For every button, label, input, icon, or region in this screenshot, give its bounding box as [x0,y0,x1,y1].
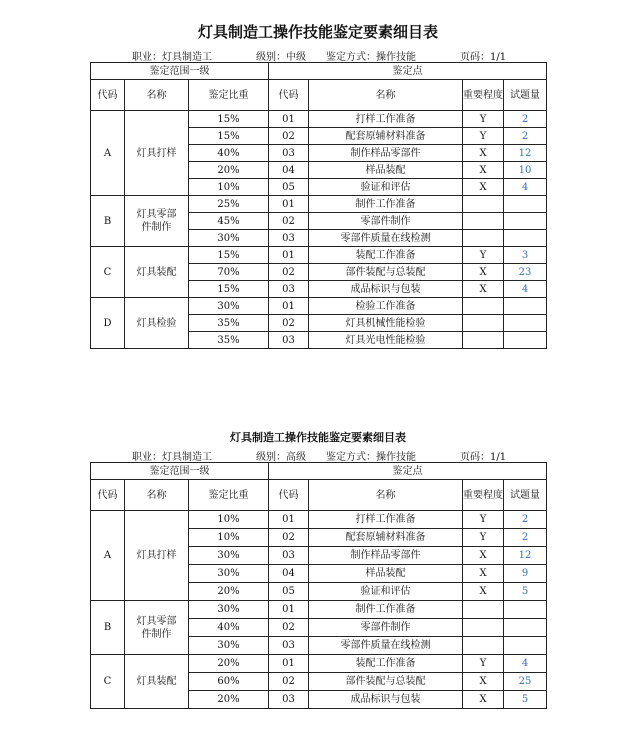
scope-code-cell: A [91,111,125,196]
point-code-cell: 02 [269,619,309,637]
point-code-cell: 03 [269,332,309,349]
count-cell [504,601,547,619]
header-row-group [91,63,547,80]
importance-cell [463,637,504,655]
point-name-cell: 配套原辅材料准备 [309,128,463,145]
document-title: 灯具制造工操作技能鉴定要素细目表 [197,23,438,41]
point-name-cell: 制作样品零部件 [309,547,463,565]
point-code-cell: 05 [269,583,309,601]
point-name-cell: 打样工作准备 [309,511,463,529]
point-code-cell: 01 [269,247,309,264]
document-meta [90,48,546,62]
scope-name-cell: 灯具打样 [125,511,189,601]
importance-cell: X [463,281,504,298]
count-cell: 9 [504,565,547,583]
count-cell: 2 [504,511,547,529]
point-code-header: 代码 [269,80,309,111]
importance-cell: X [463,179,504,196]
table-row [91,298,547,315]
importance-cell [463,230,504,247]
importance-cell [463,601,504,619]
point-name-cell: 验证和评估 [309,179,463,196]
ratio-cell: 70% [189,264,269,281]
count-cell: 2 [504,529,547,547]
elements-table [90,62,547,349]
method-label: 鉴定方式：操作技能 [326,52,416,63]
importance-cell [463,332,504,349]
page-number-label: 页码：1/1 [460,52,507,63]
ratio-cell: 35% [189,315,269,332]
ratio-header: 鉴定比重 [189,480,269,511]
scope-name-cell: 灯具零部件制作 [125,196,189,247]
document-title: 灯具制造工操作技能鉴定要素细目表 [230,431,406,444]
importance-cell: Y [463,128,504,145]
point-name-cell: 检验工作准备 [309,298,463,315]
header-row-columns [91,480,547,511]
ratio-cell: 40% [189,619,269,637]
point-code-cell: 01 [269,298,309,315]
point-name-cell: 灯具机械性能检验 [309,315,463,332]
document-meta [90,448,546,462]
point-name-cell: 装配工作准备 [309,247,463,264]
importance-cell: Y [463,511,504,529]
importance-header: 重要程度 [463,80,504,111]
document-advanced [90,431,546,709]
ratio-cell: 30% [189,637,269,655]
count-cell [504,619,547,637]
count-cell: 2 [504,128,547,145]
importance-cell: X [463,583,504,601]
count-cell: 12 [504,547,547,565]
importance-cell [463,315,504,332]
ratio-cell: 10% [189,511,269,529]
ratio-cell: 45% [189,213,269,230]
count-cell: 3 [504,247,547,264]
occupation-label: 职业：灯具制造工 [132,52,212,63]
point-name-cell: 样品装配 [309,565,463,583]
count-cell [504,213,547,230]
point-code-cell: 02 [269,673,309,691]
importance-cell: Y [463,529,504,547]
count-cell [504,332,547,349]
point-code-cell: 03 [269,281,309,298]
count-cell: 23 [504,264,547,281]
count-cell: 5 [504,691,547,709]
point-name-cell: 制件工作准备 [309,196,463,213]
point-code-cell: 02 [269,529,309,547]
count-cell [504,230,547,247]
ratio-header: 鉴定比重 [189,80,269,111]
point-name-cell: 部件装配与总装配 [309,264,463,281]
scope-code-cell: C [91,247,125,298]
point-name-cell: 配套原辅材料准备 [309,529,463,547]
point-code-cell: 02 [269,264,309,281]
point-code-cell: 03 [269,691,309,709]
importance-cell: X [463,264,504,281]
count-cell: 4 [504,281,547,298]
ratio-cell: 60% [189,673,269,691]
scope-name-cell: 灯具装配 [125,655,189,709]
scope-code-cell: D [91,298,125,349]
point-code-cell: 02 [269,315,309,332]
point-code-cell: 05 [269,179,309,196]
point-name-cell: 制作样品零部件 [309,145,463,162]
point-code-cell: 04 [269,565,309,583]
point-code-cell: 02 [269,128,309,145]
ratio-cell: 15% [189,128,269,145]
table-row [91,511,547,529]
count-cell: 12 [504,145,547,162]
scope-name-cell: 灯具零部件制作 [125,601,189,655]
point-code-cell: 04 [269,162,309,179]
scope-name-cell: 灯具打样 [125,111,189,196]
scope-header: 鉴定范围一级 [91,63,269,80]
point-code-cell: 03 [269,145,309,162]
point-name-cell: 成品标识与包装 [309,691,463,709]
count-cell [504,298,547,315]
importance-cell [463,196,504,213]
page-number-label: 页码：1/1 [460,452,507,463]
point-name-header: 名称 [309,480,463,511]
scope-name-cell: 灯具检验 [125,298,189,349]
table-row [91,196,547,213]
importance-cell: Y [463,655,504,673]
point-code-cell: 01 [269,511,309,529]
point-code-cell: 01 [269,196,309,213]
point-code-cell: 01 [269,655,309,673]
point-name-cell: 部件装配与总装配 [309,673,463,691]
point-name-cell: 灯具光电性能检验 [309,332,463,349]
count-cell [504,315,547,332]
scope-header: 鉴定范围一级 [91,463,269,480]
table-row [91,601,547,619]
point-name-cell: 零部件质量在线检测 [309,230,463,247]
method-label: 鉴定方式：操作技能 [326,452,416,463]
table-row [91,111,547,128]
count-header: 试题量 [504,80,547,111]
importance-cell [463,619,504,637]
count-cell: 25 [504,673,547,691]
ratio-cell: 30% [189,547,269,565]
document-intermediate [90,22,546,349]
point-code-cell: 01 [269,601,309,619]
header-row-group [91,463,547,480]
ratio-cell: 15% [189,111,269,128]
count-cell [504,196,547,213]
point-name-cell: 成品标识与包装 [309,281,463,298]
importance-cell [463,213,504,230]
importance-cell: X [463,547,504,565]
ratio-cell: 30% [189,565,269,583]
header-row-columns [91,80,547,111]
count-cell: 5 [504,583,547,601]
importance-header: 重要程度 [463,480,504,511]
occupation-label: 职业：灯具制造工 [132,452,212,463]
importance-cell: X [463,162,504,179]
level-label: 级别：中级 [256,52,306,63]
point-header: 鉴定点 [269,63,547,80]
count-header: 试题量 [504,480,547,511]
ratio-cell: 20% [189,583,269,601]
count-cell [504,637,547,655]
importance-cell [463,298,504,315]
scope-code-cell: A [91,511,125,601]
point-name-cell: 样品装配 [309,162,463,179]
level-label: 级别：高级 [256,452,306,463]
ratio-cell: 30% [189,601,269,619]
scope-code-cell: B [91,196,125,247]
importance-cell: Y [463,111,504,128]
scope-code-cell: C [91,655,125,709]
ratio-cell: 15% [189,247,269,264]
point-code-cell: 03 [269,637,309,655]
ratio-cell: 20% [189,162,269,179]
count-cell: 10 [504,162,547,179]
count-cell: 2 [504,111,547,128]
point-name-cell: 打样工作准备 [309,111,463,128]
point-code-cell: 03 [269,547,309,565]
point-code-cell: 02 [269,213,309,230]
point-name-cell: 零部件制作 [309,619,463,637]
ratio-cell: 30% [189,230,269,247]
point-name-cell: 装配工作准备 [309,655,463,673]
ratio-cell: 10% [189,179,269,196]
importance-cell: X [463,145,504,162]
count-cell: 4 [504,179,547,196]
scope-name-cell: 灯具装配 [125,247,189,298]
scope-name-header: 名称 [125,480,189,511]
ratio-cell: 20% [189,691,269,709]
importance-cell: X [463,673,504,691]
importance-cell: Y [463,247,504,264]
table-row [91,655,547,673]
elements-table [90,462,547,709]
point-name-cell: 制件工作准备 [309,601,463,619]
importance-cell: X [463,691,504,709]
scope-name-header: 名称 [125,80,189,111]
point-name-cell: 零部件制作 [309,213,463,230]
scope-code-cell: B [91,601,125,655]
point-name-cell: 验证和评估 [309,583,463,601]
ratio-cell: 20% [189,655,269,673]
point-code-header: 代码 [269,480,309,511]
point-code-cell: 01 [269,111,309,128]
point-code-cell: 03 [269,230,309,247]
point-name-cell: 零部件质量在线检测 [309,637,463,655]
ratio-cell: 15% [189,281,269,298]
point-header: 鉴定点 [269,463,547,480]
ratio-cell: 10% [189,529,269,547]
scope-code-header: 代码 [91,80,125,111]
ratio-cell: 35% [189,332,269,349]
table-row [91,247,547,264]
ratio-cell: 30% [189,298,269,315]
scope-code-header: 代码 [91,480,125,511]
point-name-header: 名称 [309,80,463,111]
importance-cell: X [463,565,504,583]
ratio-cell: 25% [189,196,269,213]
ratio-cell: 40% [189,145,269,162]
count-cell: 4 [504,655,547,673]
